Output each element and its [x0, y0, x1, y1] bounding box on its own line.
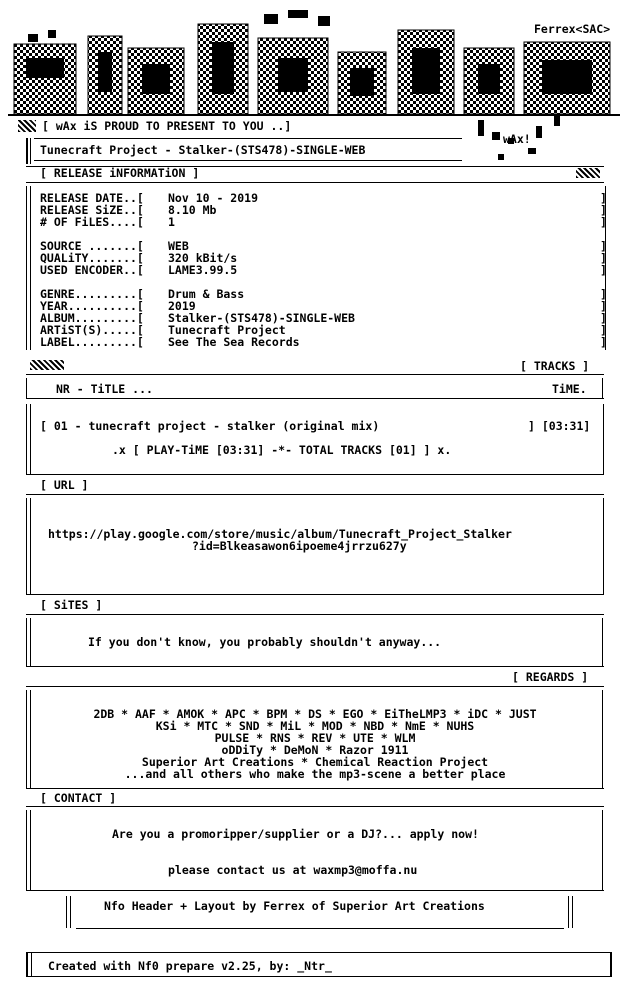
release-info-label: YEAR..........[ — [40, 299, 144, 313]
bracket-close: ] — [600, 239, 607, 253]
release-info-label: ALBUM.........[ — [40, 311, 144, 325]
contact-label: [ CONTACT ] — [40, 791, 117, 805]
release-info-label: RELEASE SiZE..[ — [40, 203, 144, 217]
regards-line: oDDiTy * DeMoN * Razor 1911 — [221, 743, 409, 757]
release-info-value: 320 kBit/s — [168, 251, 238, 265]
release-info-label: ARTiST(S).....[ — [40, 323, 144, 337]
bracket-close: ] — [600, 263, 607, 277]
release-info-value: Drum & Bass — [168, 287, 245, 301]
hatch-block — [576, 168, 600, 178]
release-info-label: [ RELEASE iNFORMATiON ] — [40, 166, 200, 180]
release-info-label: USED ENCODER..[ — [40, 263, 144, 277]
release-info-value: 1 — [168, 215, 175, 229]
sites-label: [ SiTES ] — [40, 598, 103, 612]
contact-line2[interactable]: please contact us at waxmp3@moffa.nu — [168, 863, 418, 877]
tracks-box — [26, 404, 604, 475]
release-info-label: GENRE.........[ — [40, 287, 144, 301]
track-line: [ 01 - tunecraft project - stalker (original mix) — [40, 419, 380, 433]
release-info-label: # OF FiLES....[ — [40, 215, 144, 229]
layout-credit: Nfo Header + Layout by Ferrex of Superior Art Creations — [104, 899, 485, 913]
url-line1[interactable]: https://play.google.com/store/music/album/Tunecraft_Project_Stalker — [48, 527, 512, 541]
regards-line: PULSE * RNS * REV * UTE * WLM — [214, 731, 416, 745]
release-info-value: 2019 — [168, 299, 196, 313]
release-info-value: See The Sea Records — [168, 335, 300, 349]
release-info-value: 8.10 Mb — [168, 203, 217, 217]
release-info-label: LABEL.........[ — [40, 335, 144, 349]
regards-line: ...and all others who make the mp3-scene a better place — [124, 767, 506, 781]
release-info-label: SOURCE .......[ — [40, 239, 144, 253]
bracket-close: ] — [600, 299, 607, 313]
regards-label: [ REGARDS ] — [512, 670, 589, 684]
present-line: [ wAx iS PROUD TO PRESENT TO YOU ..] — [42, 119, 292, 133]
release-info-label: QUALiTY.......[ — [40, 251, 144, 265]
bracket-close: ] — [600, 215, 607, 229]
bracket-close: ] — [600, 287, 607, 301]
regards-line: 2DB * AAF * AMOK * APC * BPM * DS * EGO * EiTheLMP3 * iDC * JUST — [93, 707, 537, 721]
bracket-close: ] — [600, 251, 607, 265]
bracket-close: ] — [600, 191, 607, 205]
release-info-value: Stalker-(STS478)-SINGLE-WEB — [168, 311, 355, 325]
tracks-label: [ TRACKS ] — [520, 359, 590, 373]
prepare-credit: Created with Nf0 prepare v2.25, by: _Ntr_ — [48, 959, 332, 973]
track-time: ] [03:31] — [528, 419, 591, 433]
sites-text: If you don't know, you probably shouldn't anyway... — [88, 635, 442, 649]
contact-line1: Are you a promoripper/supplier or a DJ?... apply now! — [112, 827, 479, 841]
regards-line: KSi * MTC * SND * MiL * MOD * NBD * NmE * NUHS — [155, 719, 475, 733]
release-info-value: WEB — [168, 239, 189, 253]
logo-wax-text: wAx! — [503, 132, 531, 146]
url-label: [ URL ] — [40, 478, 89, 492]
release-info-value: LAME3.99.5 — [168, 263, 238, 277]
regards-line: Superior Art Creations * Chemical Reaction Project — [141, 755, 489, 769]
bracket-close: ] — [600, 311, 607, 325]
bracket-close: ] — [600, 203, 607, 217]
tracks-col-title: NR - TiTLE ... — [56, 382, 153, 396]
hatch-block — [18, 120, 36, 132]
bracket-close: ] — [600, 335, 607, 349]
bracket-close: ] — [600, 323, 607, 337]
release-info-label: RELEASE DATE..[ — [40, 191, 144, 205]
url-line2[interactable]: ?id=Blkeasawon6ipoeme4jrrzu627y — [192, 539, 407, 553]
release-info-value: Nov 10 - 2019 — [168, 191, 259, 205]
tracks-col-time: TiME. — [552, 382, 587, 396]
header-credit: Ferrex<SAC> — [534, 22, 611, 36]
tracks-summary: .x [ PLAY-TiME [03:31] -*- TOTAL TRACKS [01] ] x. — [112, 443, 452, 457]
release-title: Tunecraft Project - Stalker-(STS478)-SINGLE-WEB — [40, 143, 366, 157]
hatch-block — [30, 360, 64, 370]
release-info-value: Tunecraft Project — [168, 323, 286, 337]
